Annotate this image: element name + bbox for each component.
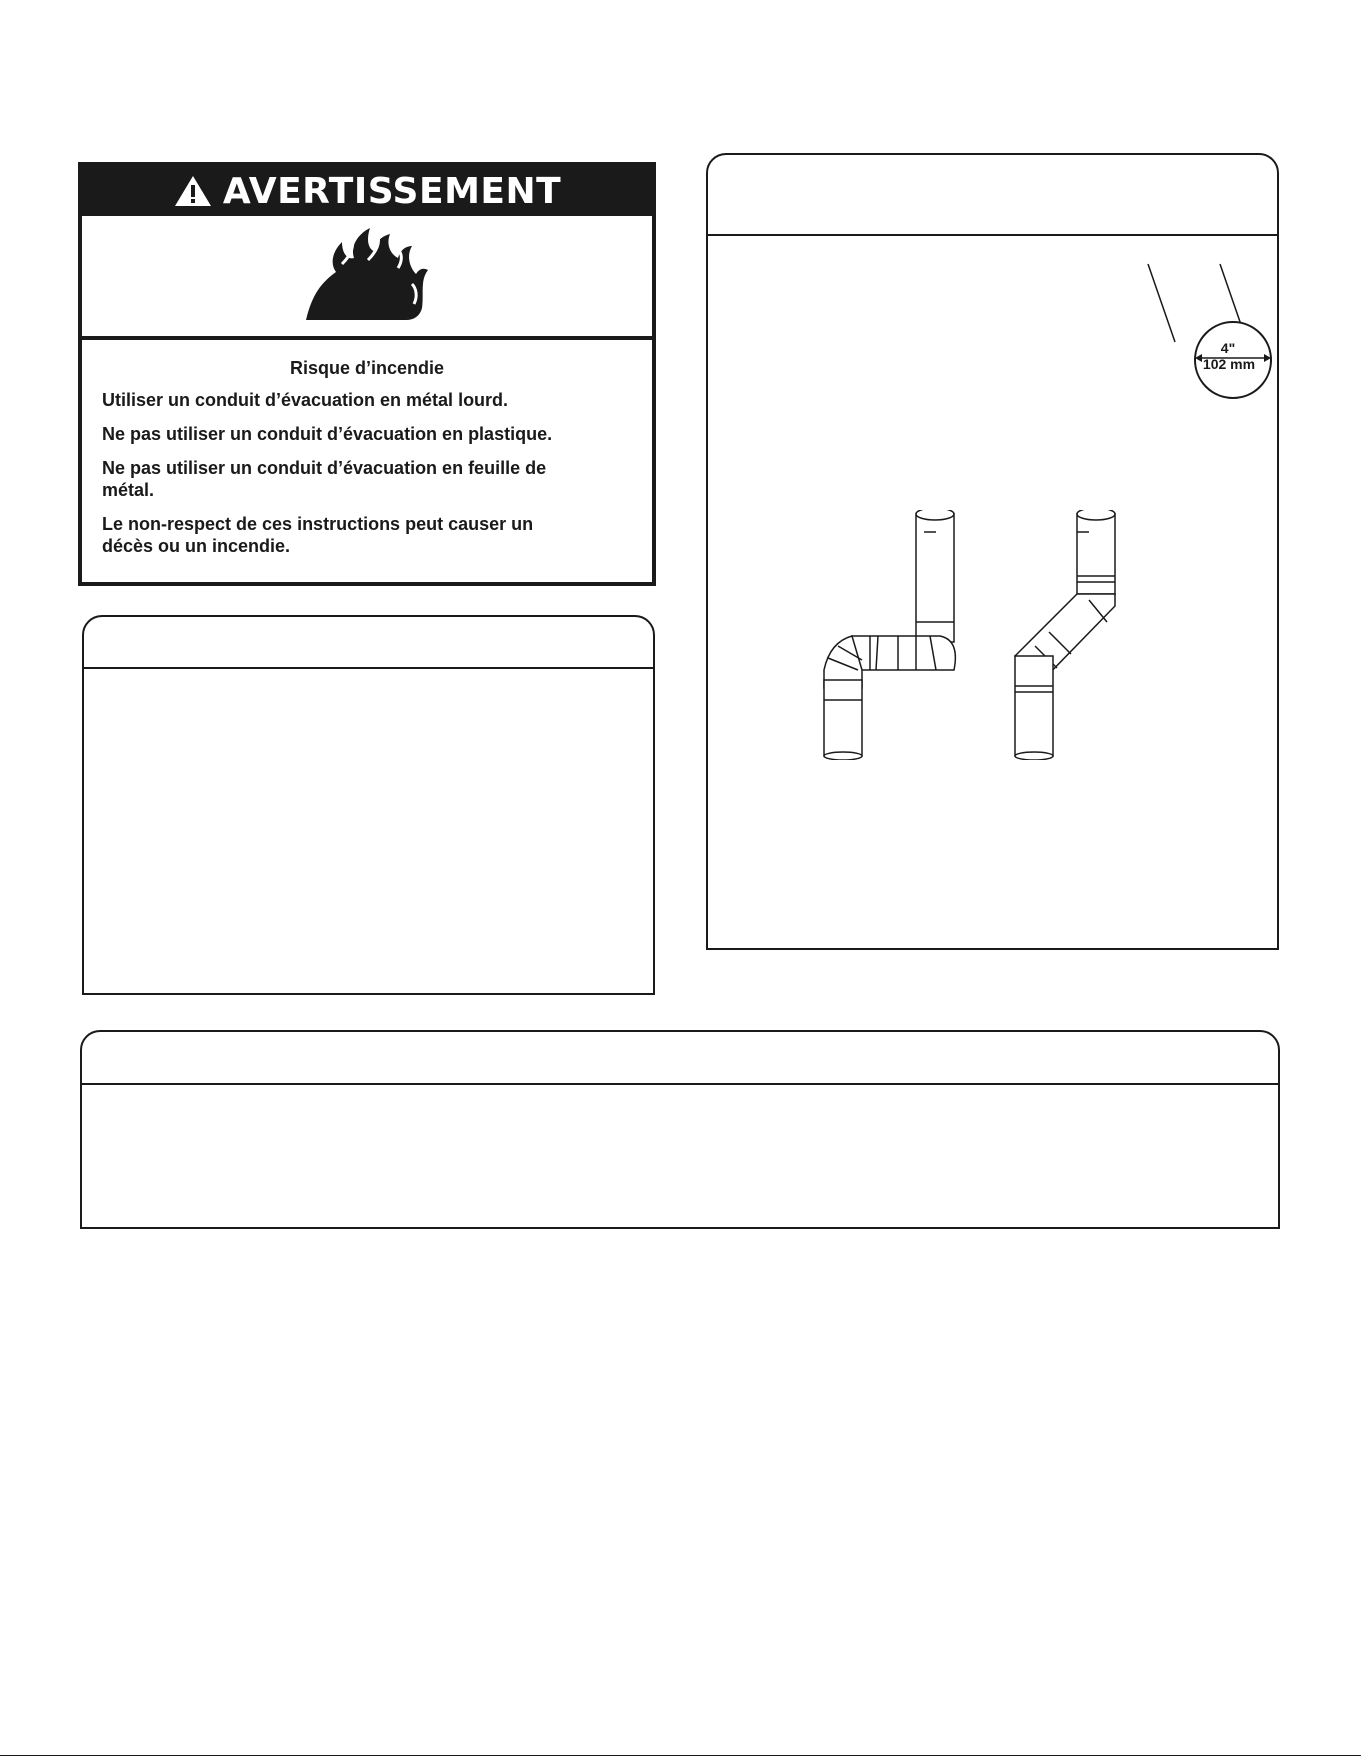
warning-line: Ne pas utiliser un conduit d’évacuation en plastique. bbox=[102, 424, 553, 444]
duct-cross-section-diagram bbox=[1145, 262, 1275, 402]
bottom-info-panel bbox=[80, 1030, 1280, 1229]
warning-line: Utiliser un conduit d’évacuation en métal lourd. bbox=[102, 390, 509, 410]
duct-diameter-mm: 102 mm bbox=[1202, 356, 1256, 372]
page-footer-rule bbox=[0, 1755, 1361, 1756]
warning-header bbox=[82, 166, 652, 216]
warning-line: Ne pas utiliser un conduit d’évacuation en feuille de métal. bbox=[102, 458, 547, 500]
left-info-panel bbox=[82, 615, 655, 995]
fire-icon bbox=[302, 224, 432, 329]
fire-symbol-area bbox=[82, 216, 652, 340]
warning-line: Le non-respect de ces instructions peut causer un décès ou un incendie. bbox=[102, 514, 534, 556]
duct-diameter-inches: 4" bbox=[1220, 340, 1236, 356]
panel-divider bbox=[84, 667, 653, 669]
warning-triangle-icon bbox=[173, 174, 213, 208]
duct-offset-45-illustration bbox=[1005, 510, 1165, 760]
warning-title: AVERTISSEMENT bbox=[222, 170, 562, 212]
panel-divider bbox=[82, 1083, 1278, 1085]
warning-body bbox=[82, 344, 652, 569]
fire-hazard-warning-box bbox=[78, 162, 656, 586]
panel-divider bbox=[708, 234, 1277, 236]
duct-offset-elbow-illustration bbox=[812, 510, 972, 760]
hazard-subtitle: Risque d’incendie bbox=[289, 358, 445, 378]
